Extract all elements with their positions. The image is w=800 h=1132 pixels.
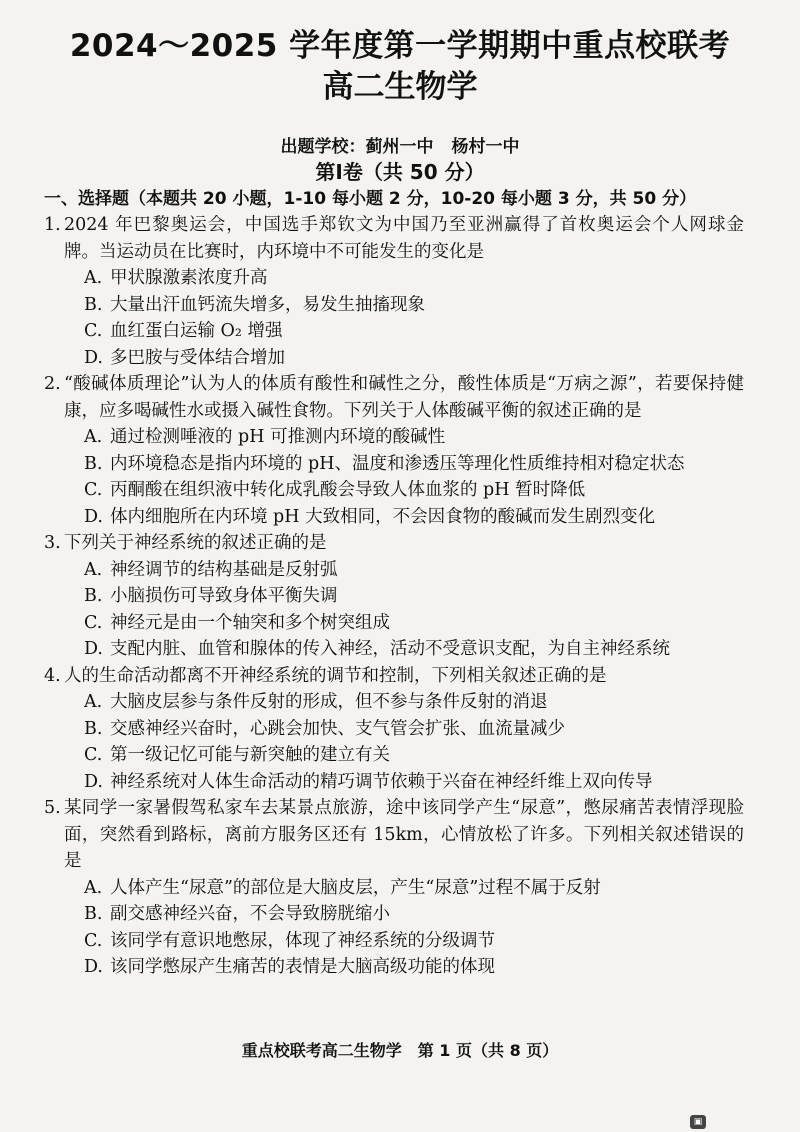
option-text: 副交感神经兴奋，不会导致膀胱缩小 [110, 904, 390, 924]
question-1 [44, 212, 744, 371]
option-c [84, 477, 744, 504]
option-letter: D. [84, 347, 103, 368]
question-number: 4. [44, 665, 61, 686]
option-text: 内环境稳态是指内环境的 pH、温度和渗透压等理化性质维持相对稳定状态 [110, 453, 685, 474]
option-d [84, 636, 744, 663]
question-number: 5. [44, 798, 61, 818]
option-letter: A. [84, 559, 103, 580]
option-letter: C. [84, 480, 103, 500]
volume-heading: 第Ⅰ卷（共 50 分） [315, 160, 485, 184]
option-letter: C. [84, 930, 103, 951]
option-list [84, 265, 744, 371]
question-2 [44, 371, 744, 530]
option-text: 该同学有意识地憋尿，体现了神经系统的分级调节 [110, 930, 495, 951]
option-text: 大量出汗血钙流失增多，易发生抽搐现象 [110, 294, 425, 315]
option-letter: D. [84, 506, 103, 527]
option-list [84, 689, 744, 795]
option-list [84, 875, 744, 981]
exam-subject: 高二生物学 [322, 69, 478, 105]
option-d [84, 504, 744, 531]
option-letter: D. [84, 957, 103, 977]
option-d [84, 345, 744, 372]
scanner-watermark [690, 1112, 800, 1132]
setter-school-1: 出题学校：蓟州一中 [280, 137, 434, 157]
question-number: 2. [44, 374, 61, 394]
option-text: 通过检测唾液的 pH 可推测内环境的酸碱性 [110, 427, 446, 447]
option-letter: A. [84, 427, 103, 447]
question-text: 人的生命活动都离不开神经系统的调节和控制，下列相关叙述正确的是 [64, 665, 607, 686]
option-a [84, 557, 744, 584]
question-number: 3. [44, 533, 61, 553]
option-letter: B. [84, 586, 103, 606]
option-letter: B. [84, 453, 103, 474]
question-stem [44, 663, 744, 690]
page-footer: 重点校联考高二生物学 第 1 页（共 8 页） [241, 1041, 559, 1060]
option-list [84, 557, 744, 663]
question-5 [44, 795, 744, 981]
option-b [84, 901, 744, 928]
setter-schools [56, 136, 744, 158]
option-c [84, 610, 744, 637]
option-text: 甲状腺激素浓度升高 [110, 268, 268, 288]
option-text: 大脑皮层参与条件反射的形成，但不参与条件反射的消退 [110, 692, 548, 712]
question-3 [44, 530, 744, 663]
option-d [84, 954, 744, 981]
option-text: 小脑损伤可导致身体平衡失调 [110, 586, 338, 606]
question-stem [44, 530, 744, 557]
option-letter: D. [84, 771, 103, 792]
option-letter: B. [84, 294, 103, 315]
option-letter: A. [84, 877, 103, 898]
exam-title: 2024～2025 学年度第一学期期中重点校联考 [69, 28, 731, 64]
question-text: 某同学一家暑假驾私家车去某景点旅游，途中该同学产生“尿意”，憋尿痛苦表情浮现脸面，突然看到路标，离前方服务区还有 15km，心情放松了许多。下列相关叙述错误的是 [64, 798, 744, 871]
option-list [84, 424, 744, 530]
option-text: 血红蛋白运输 O₂ 增强 [110, 321, 283, 341]
option-b [84, 451, 744, 478]
question-text: “酸碱体质理论”认为人的体质有酸性和碱性之分，酸性体质是“万病之源”，若要保持健康，应多喝碱性水或摄入碱性食物。下列关于人体酸碱平衡的叙述正确的是 [64, 374, 744, 421]
option-text: 神经元是由一个轴突和多个树突组成 [110, 612, 390, 633]
option-letter: D. [84, 639, 103, 659]
question-text: 下列关于神经系统的叙述正确的是 [64, 533, 327, 553]
question-text: 2024 年巴黎奥运会，中国选手郑钦文为中国乃至亚洲赢得了首枚奥运会个人网球金牌。当运动员在比赛时，内环境中不可能发生的变化是 [64, 215, 744, 262]
question-4 [44, 663, 744, 796]
option-text: 神经调节的结构基础是反射弧 [110, 559, 338, 580]
option-text: 第一级记忆可能与新突触的建立有关 [110, 745, 390, 765]
option-a [84, 265, 744, 292]
option-b [84, 292, 744, 319]
option-text: 该同学憋尿产生痛苦的表情是大脑高级功能的体现 [110, 957, 495, 977]
question-stem [44, 371, 744, 424]
setter-school-2: 杨村一中 [451, 137, 520, 157]
option-c [84, 742, 744, 769]
question-stem [44, 212, 744, 265]
option-letter: C. [84, 745, 103, 765]
option-text: 神经系统对人体生命活动的精巧调节依赖于兴奋在神经纤维上双向传导 [110, 771, 653, 792]
option-text: 体内细胞所在内环境 pH 大致相同，不会因食物的酸碱而发生剧烈变化 [110, 506, 656, 527]
option-text: 人体产生“尿意”的部位是大脑皮层，产生“尿意”过程不属于反射 [110, 877, 601, 898]
option-letter: A. [84, 268, 103, 288]
option-c [84, 928, 744, 955]
option-letter: A. [84, 692, 103, 712]
option-b [84, 716, 744, 743]
option-a [84, 689, 744, 716]
option-text: 丙酮酸在组织液中转化成乳酸会导致人体血浆的 pH 暂时降低 [110, 480, 586, 500]
question-number: 1. [44, 215, 61, 235]
option-c [84, 318, 744, 345]
question-list [44, 212, 744, 981]
section-heading: 一、选择题（本题共 20 小题，1-10 每小题 2 分，10-20 每小题 3 分，共 50 分） [44, 189, 697, 209]
option-letter: B. [84, 718, 103, 739]
option-letter: C. [84, 321, 103, 341]
option-a [84, 424, 744, 451]
option-text: 支配内脏、血管和腺体的传入神经，活动不受意识支配，为自主神经系统 [110, 639, 670, 659]
option-b [84, 583, 744, 610]
option-text: 交感神经兴奋时，心跳会加快、支气管会扩张、血流量减少 [110, 718, 565, 739]
option-letter: B. [84, 904, 103, 924]
scanner-logo-icon: ▣ [690, 1115, 706, 1129]
option-d [84, 769, 744, 796]
option-letter: C. [84, 612, 103, 633]
option-a [84, 875, 744, 902]
option-text: 多巴胺与受体结合增加 [110, 347, 285, 368]
question-stem [44, 795, 744, 875]
